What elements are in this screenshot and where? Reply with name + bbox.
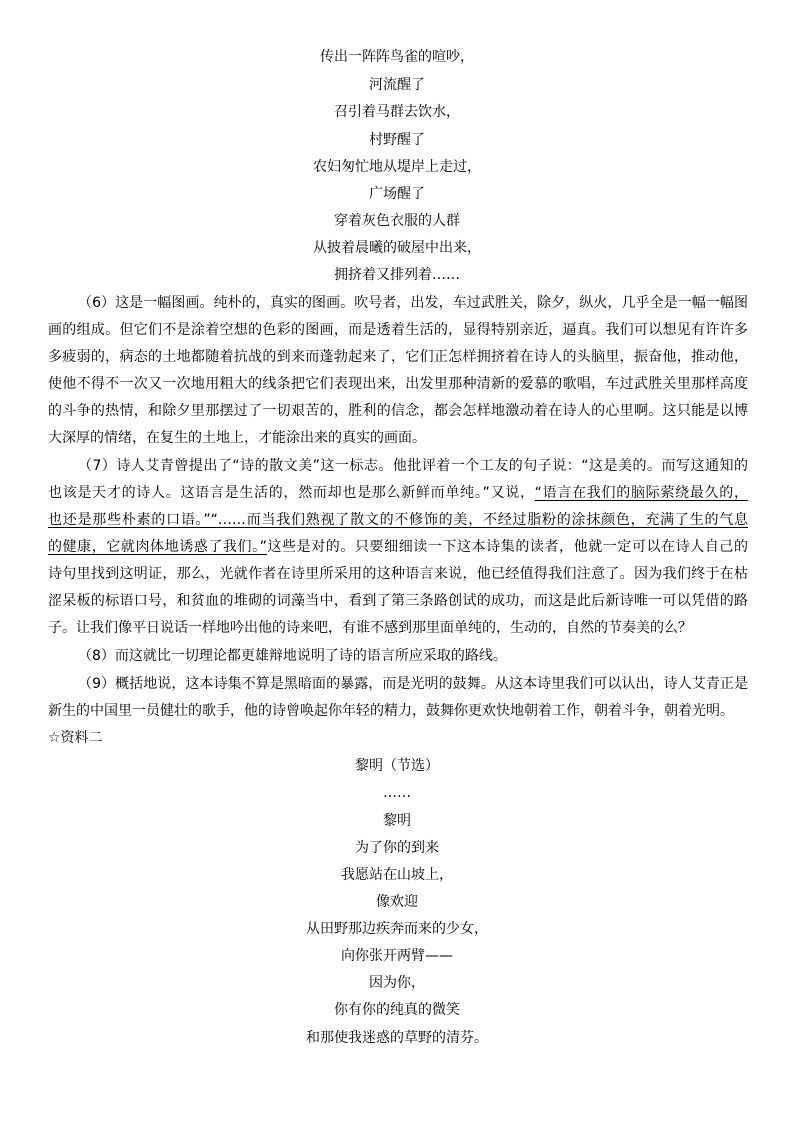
poem-2-line: 我愿站在山坡上， xyxy=(341,867,453,883)
underlined-quote: 的健康，它就肉体地诱惑了我们。” xyxy=(48,539,267,555)
underlined-quote: 也还是那些朴素的口语。”“……而当我们熟视了散文的不修饰的美，不经过脂粉的涂抹颜色，充满了生的气息 xyxy=(48,512,748,528)
poem-2-line: 从田野那边疾奔而来的少女， xyxy=(306,921,488,937)
poem-1-line: 传出一阵阵鸟雀的喧吵， xyxy=(320,49,474,65)
paragraph-line: 的斗争的热情，和除夕里那摆过了一切艰苦的，胜利的信念，都会怎样地激动着在诗人的心里啊。这只能是以博 xyxy=(48,403,748,419)
poem-1-line: 穿着灰色衣服的人群 xyxy=(334,213,460,229)
paragraph-line: 新生的中国里一员健壮的歌手，他的诗曾唤起你年轻的精力，鼓舞你更欢快地朝着工作，朝着斗争，朝着光明。 xyxy=(48,703,734,719)
material-2-label: ☆资料二 xyxy=(48,730,103,746)
paragraph-line xyxy=(48,483,748,503)
paragraph-text: 这些是对的。只要细细读一下这本诗集的读者，他就一定可以在诗人自己的 xyxy=(266,539,748,555)
paragraph-line: 子。让我们像平日说话一样地吟出他的诗来吧，有谁不感到那里面单纯的，生动的，自然的节奏美的么？ xyxy=(48,620,692,636)
paragraph-line: （6）这是一幅图画。纯朴的，真实的图画。吹号者，出发，车过武胜关，除夕，纵火，几乎全是一幅一幅图 xyxy=(78,295,748,311)
underlined-quote: “语言在我们的脑际萦绕最久的， xyxy=(534,485,748,501)
poem-2-line: 黎明 xyxy=(383,813,411,829)
paragraph-8: （8）而这就比一切理论都更雄辩地说明了诗的语言所应采取的路线。 xyxy=(78,648,507,664)
poem-2-line: 像欢迎 xyxy=(376,894,418,910)
paragraph-line: 多疲弱的，病态的土地都随着抗战的到来而蓬勃起来了，它们正怎样拥挤着在诗人的头脑里，振奋他，推动他， xyxy=(48,349,748,365)
poem-1-line: 广场醒了 xyxy=(369,186,425,202)
poem-2-line: 你有你的纯真的微笑 xyxy=(334,1002,460,1018)
poem-2-line: …… xyxy=(383,785,411,801)
paragraph-text: 也该是天才的诗人。这语言是生活的，然而却也是那么新鲜而单纯。”又说， xyxy=(48,485,535,501)
poem-2-line: 和那使我迷惑的草野的清芬。 xyxy=(306,1030,488,1046)
poem-2-line: 向你张开两臂—— xyxy=(341,948,453,964)
paragraph-line: （7）诗人艾青曾提出了“诗的散文美”这一标志。他批评着一个工友的句子说：“这是美的。而写这通知的 xyxy=(78,458,748,474)
poem-1-line: 拥挤着又排列着…… xyxy=(334,267,460,283)
poem-1-line: 村野醒了 xyxy=(369,132,425,148)
paragraph-line: 大深厚的情绪，在复生的土地上，才能涂出来的真实的画面。 xyxy=(48,430,426,446)
poem-1-line: 从披着晨曦的破屋中出来， xyxy=(313,240,481,256)
poem-2-title: 黎明（节选） xyxy=(355,758,439,774)
poem-2-line: 为了你的到来 xyxy=(355,840,439,856)
poem-1-line: 河流醒了 xyxy=(369,77,425,93)
paragraph-line xyxy=(48,537,748,557)
paragraph-line: 诗句里找到这明证，那么，光就作者在诗里所采用的这种语言来说，他已经值得我们注意了。因为我们终于在枯 xyxy=(48,566,748,582)
poem-1-line: 召引着马群去饮水， xyxy=(334,104,460,120)
poem-2-line: 因为你， xyxy=(369,975,425,991)
poem-1-line: 农妇匆忙地从堤岸上走过， xyxy=(313,159,481,175)
paragraph-line: （9）概括地说，这本诗集不算是黑暗面的暴露，而是光明的鼓舞。从这本诗里我们可以认出，诗人艾青正是 xyxy=(78,676,748,692)
paragraph-line: 画的组成。但它们不是涂着空想的色彩的图画，而是透着生活的，显得特别亲近，逼真。我们可以想见有许许多 xyxy=(48,322,748,338)
paragraph-line: 使他不得不一次又一次地用粗大的线条把它们表现出来，出发里那种清新的爱慕的歌唱，车过武胜关里那样高度 xyxy=(48,376,748,392)
paragraph-line: 涩呆板的标语口号，和贫血的堆砌的词藻当中，看到了第三条路创试的成功，而这是此后新诗唯一可以凭借的路 xyxy=(48,593,748,609)
